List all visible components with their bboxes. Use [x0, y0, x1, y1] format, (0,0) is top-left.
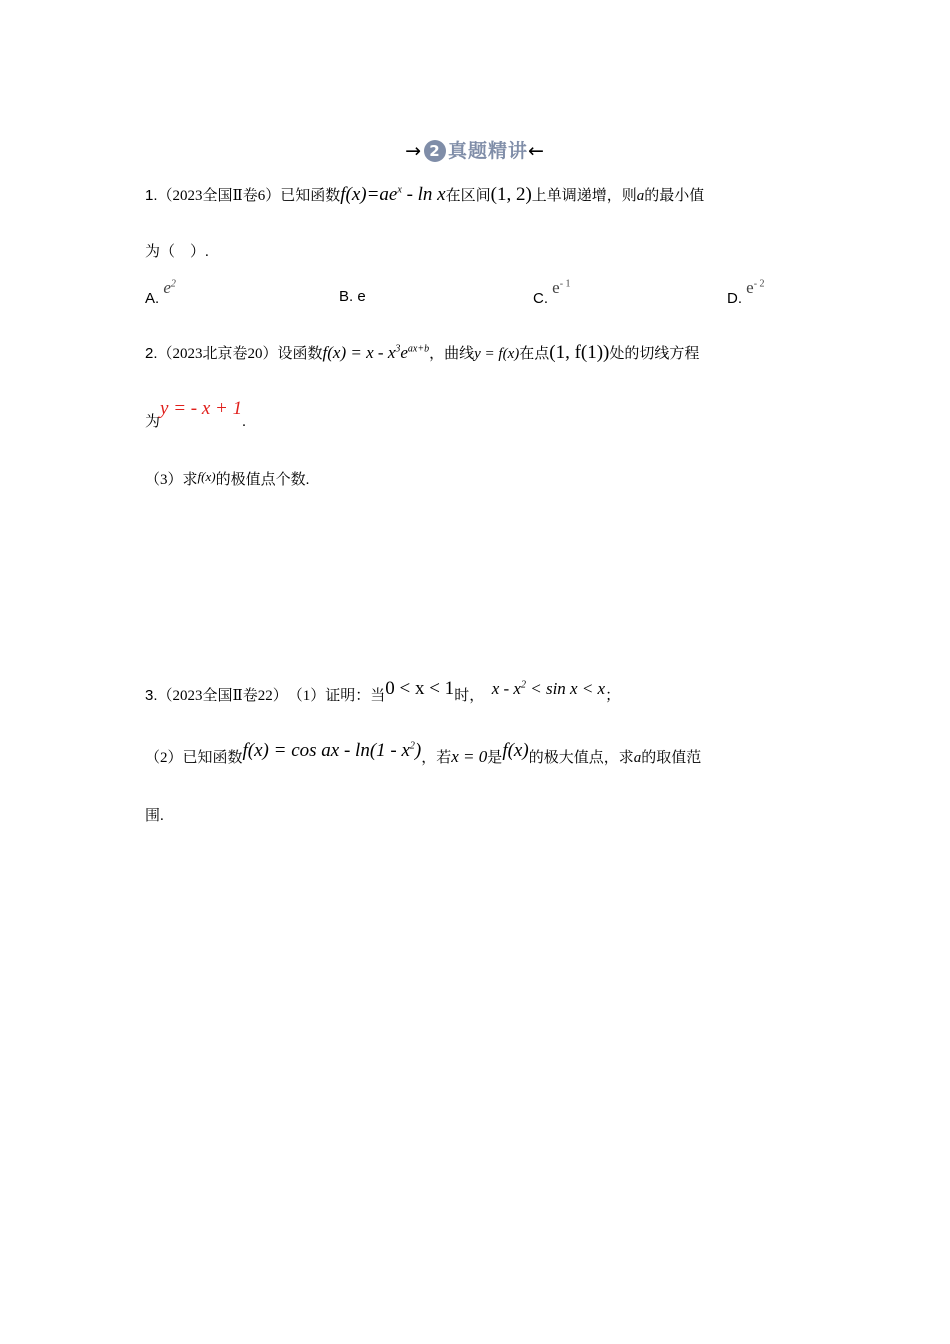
option-exponent: 2	[170, 278, 176, 290]
q2-curve: y = f(x)	[474, 346, 520, 362]
option-value: e	[357, 288, 366, 305]
q3-number: 3.	[145, 687, 158, 704]
q2-part3-function: f(x)	[197, 469, 216, 484]
q1-number: 1.	[145, 187, 158, 204]
q2-number: 2.	[145, 345, 158, 362]
q3-text: （2）已知函数	[145, 750, 243, 766]
q2-part3-text: 的极值点个数.	[215, 472, 310, 488]
number-badge-icon: 2	[424, 140, 446, 162]
option-label: C.	[533, 290, 548, 307]
q2-part3-label: （3）求	[145, 472, 198, 488]
option-label: B.	[339, 288, 354, 305]
q1-function-exponent: x	[397, 184, 402, 196]
option-base: e	[746, 278, 754, 297]
q3-semicolon: ；	[605, 688, 621, 704]
q1-function	[340, 184, 445, 205]
q3-inequality	[492, 679, 605, 698]
q3-function-main: f(x) = cos ax - ln(1 - x	[242, 740, 410, 761]
q1-function-main: f(x)=ae	[340, 184, 398, 205]
q2-answer: y = - x + 1	[160, 398, 243, 419]
q2-text: 处的切线方程	[609, 346, 700, 362]
q3-function	[243, 740, 422, 761]
question-2-part-3	[145, 468, 309, 489]
q1-text: 上单调递增，则	[531, 188, 637, 204]
q3-text: ，若	[421, 750, 452, 766]
q3-text: 的取值范	[641, 750, 702, 766]
q2-text: 为	[145, 414, 161, 430]
option-base: e	[552, 278, 560, 297]
q2-point: (1, f(1))	[549, 342, 610, 363]
question-3-part-1	[145, 678, 621, 706]
q2-function	[323, 343, 430, 362]
q2-function-e: e	[400, 343, 408, 362]
q1-text: 在区间	[445, 188, 491, 204]
option-value	[746, 278, 764, 297]
q3-condition	[385, 678, 454, 699]
option-exponent: - 1	[559, 278, 571, 290]
question-1-line-1	[145, 184, 704, 206]
q1-interval: (1, 2)	[490, 184, 532, 205]
question-2-line-2	[145, 398, 246, 432]
q3-x0: x = 0	[451, 747, 488, 766]
q1-text: 的最小值	[644, 188, 705, 204]
q1-function-tail: - ln x	[401, 184, 446, 205]
option-label: D.	[727, 290, 742, 307]
q2-text: ，曲线	[429, 346, 475, 362]
q1-source: （2023全国Ⅱ卷6）	[157, 188, 281, 204]
q3-function-exponent: 2	[409, 740, 415, 752]
option-label: A.	[145, 290, 160, 307]
question-1-line-2: 为（ ）.	[145, 244, 209, 260]
q3-source: （2023全国Ⅱ卷22）	[157, 688, 281, 704]
q1-variable: a	[636, 188, 645, 204]
right-arrow-icon: →	[405, 140, 422, 162]
q3-fx: f(x)	[502, 740, 529, 761]
option-d	[727, 278, 765, 308]
q3-function-close: )	[414, 740, 422, 761]
q3-inequality-left: x - x	[491, 679, 521, 698]
option-b	[339, 288, 366, 305]
section-title-text: 真题精讲	[447, 140, 528, 162]
q2-source: （2023北京卷20）	[157, 346, 278, 362]
q3-text: 的极大值点，求	[528, 750, 634, 766]
q1-text: 已知函数	[280, 188, 341, 204]
q3-text: 是	[487, 750, 503, 766]
q2-function-exponent-2: ax+b	[407, 343, 430, 355]
q3-text: 时，	[454, 688, 477, 704]
q2-function-main: f(x) = x - x	[322, 343, 396, 362]
q3-text: （1）证明：当	[295, 688, 386, 704]
section-title	[0, 136, 950, 163]
option-exponent: - 2	[753, 278, 765, 290]
question-3-line-3: 围.	[145, 808, 164, 824]
option-base: e	[163, 278, 171, 297]
q3-inequality-exponent: 2	[520, 679, 526, 691]
option-value	[163, 278, 176, 297]
q3-condition-text: 0 < x < 1	[385, 678, 455, 699]
option-a	[145, 278, 176, 308]
q3-inequality-right: < sin x < x	[525, 679, 606, 698]
question-2-line-1	[145, 342, 699, 364]
option-value	[552, 278, 570, 297]
q2-text: 设函数	[277, 346, 323, 362]
q2-function-exponent: 3	[395, 343, 401, 355]
q2-period: .	[242, 414, 246, 430]
q3-variable: a	[633, 750, 642, 766]
q2-text: 在点	[519, 346, 550, 362]
question-3-part-2	[145, 740, 702, 768]
left-arrow-icon: ←	[528, 140, 545, 162]
option-c	[533, 278, 571, 308]
